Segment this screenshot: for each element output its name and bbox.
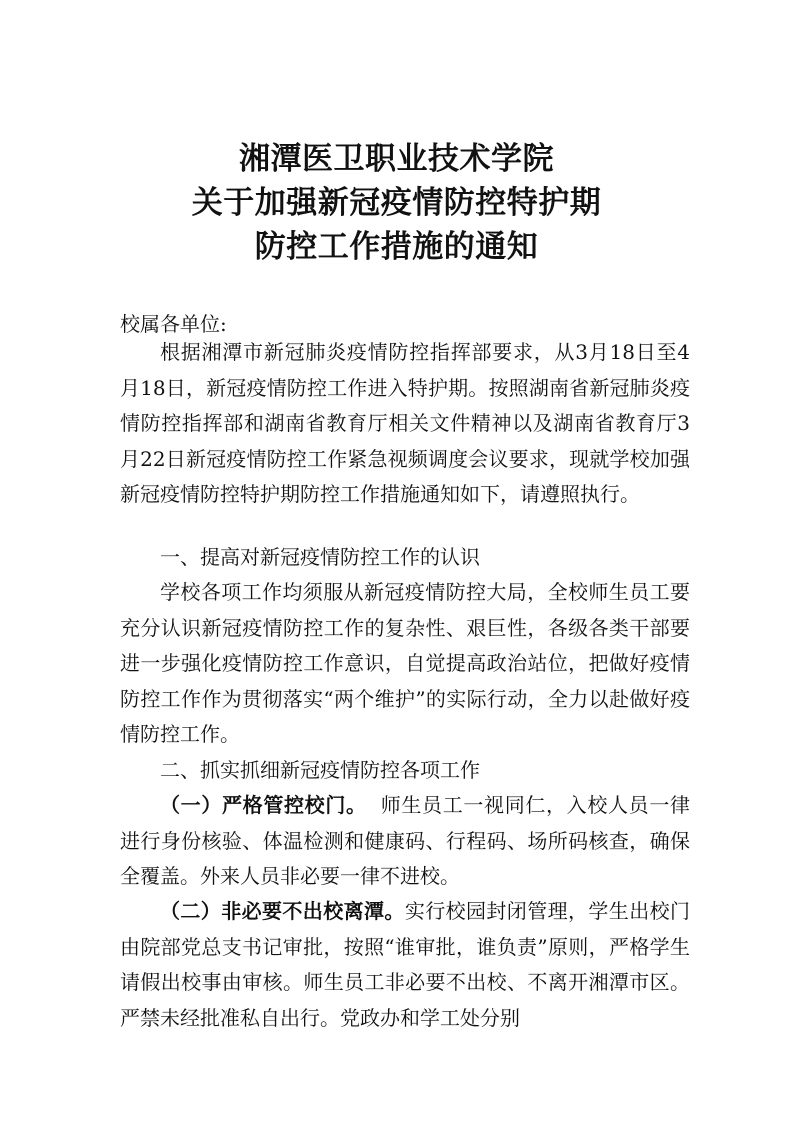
section-2-item-2 (120, 894, 690, 1036)
title-line-3: 防控工作措施的通知 (254, 229, 539, 265)
item-1-text: 师生员工一视同仁，入校人员一律进行身份核验、体温检测和健康码、行程码、场所码核查，确保全覆盖。外来人员非必要一律不进校。 (120, 793, 691, 889)
item-2-lead: （二）非必要不出校离潭。 (160, 899, 405, 923)
salutation: 校属各单位: (120, 312, 227, 336)
section-2-heading: 二、抓实抓细新冠疫情防控各项工作 (160, 758, 480, 782)
section-1-paragraph: 学校各项工作均须服从新冠疫情防控大局，全校师生员工要充分认识新冠疫情防控工作的复杂性、艰巨性，各级各类干部要进一步强化疫情防控工作意识，自觉提高政治站位，把做好疫情防控工作作为贯彻落实“两个维护”的实际行动，全力以赴做好疫情防控工作。 (120, 580, 690, 747)
item-2-text: 实行校园封闭管理，学生出校门由院部党总支书记审批，按照“谁审批，谁负责”原则，严格学生请假出校事由审核。师生员工非必要不出校、不离开湘潭市区。严禁未经批准私自出行。党政办和学工处分别 (120, 899, 691, 1030)
item-1-lead: （一）严格管控校门。 (160, 793, 367, 817)
intro-paragraph: 根据湘潭市新冠肺炎疫情防控指挥部要求，从3月18日至4月18日，新冠疫情防控工作进入特护期。按照湖南省新冠肺炎疫情防控指挥部和湖南省教育厅相关文件精神以及湖南省教育厅3月22日新冠疫情防控工作紧急视频调度会议要求，现就学校加强新冠疫情防控特护期防控工作措施通知如下，请遵照执行。 (120, 340, 690, 507)
section-1-heading: 一、提高对新冠疫情防控工作的认识 (160, 545, 480, 569)
title-line-2: 关于加强新冠疫情防控特护期 (191, 185, 602, 221)
section-2-item-1 (120, 788, 690, 895)
title-line-1: 湘潭医卫职业技术学院 (239, 141, 554, 177)
